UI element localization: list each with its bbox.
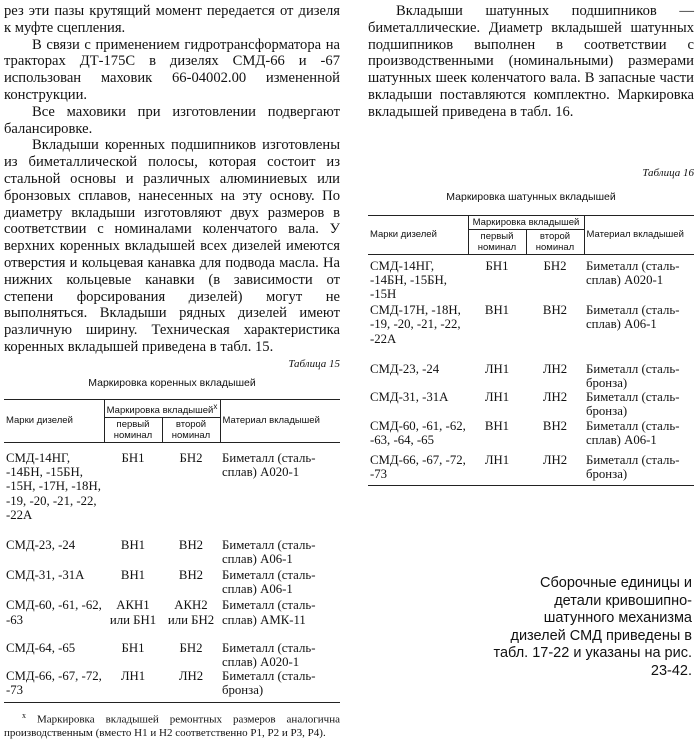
t16-header-second: второй номинал bbox=[526, 229, 584, 254]
table-row bbox=[368, 419, 694, 453]
paragraph-torque-converter: В связи с применением гидротрансформатора на тракторах ДТ-175С в дизелях СМД-66 и -67 использован маховик 66-04002.00 измененной конструкции. bbox=[4, 36, 340, 103]
t16-header-material: Материал вкладышей bbox=[584, 215, 694, 254]
right-column bbox=[368, 0, 694, 486]
table-row bbox=[4, 538, 340, 568]
t15-r4-second: БН2 bbox=[179, 640, 203, 655]
t16-r1-first: ВН1 bbox=[484, 303, 510, 318]
t16-r3-engine: СМД-31, -31А bbox=[370, 390, 449, 405]
t15-r4-first: БН1 bbox=[121, 640, 145, 655]
table-row bbox=[4, 568, 340, 598]
t15-header-material: Материал вкладышей bbox=[220, 399, 340, 442]
t16-r3-first: ЛН1 bbox=[484, 390, 510, 405]
table-row bbox=[4, 669, 340, 702]
table-15-footnote bbox=[4, 709, 340, 741]
left-column bbox=[4, 0, 340, 740]
table-row bbox=[368, 390, 694, 418]
table-row bbox=[4, 442, 340, 538]
t16-r4-material: Биметалл (сталь-сплав) А06-1 bbox=[586, 418, 680, 447]
t16-r2-second: ЛН2 bbox=[542, 361, 568, 376]
t15-r4-engine: СМД-64, -65 bbox=[6, 640, 76, 655]
table-row bbox=[4, 598, 340, 640]
t16-r5-second: ЛН2 bbox=[526, 453, 584, 486]
t16-r1-engine: СМД-17Н, -18Н, -19, -20, -21, -22, -22А bbox=[370, 303, 461, 346]
t15-header-footnote-mark: x bbox=[213, 401, 218, 411]
t15-r0-engine: СМД-14НГ, -14БН, -15БН, -15Н, -17Н, -18Н, -19, -20, -21, -22, -22А bbox=[6, 450, 101, 522]
t16-r5-engine: СМД-66, -67, -72, -73 bbox=[368, 453, 468, 486]
paragraph-connecting-rod-bearings: Вкладыши шатунных подшипников — биметаллические. Диаметр вкладышей шатунных подшипников выполнен в соответствии с производственными (номинальными) размерами шатунных шеек коленчатого вала. В запасные части вкладыши поставляются комплектно. Маркировка вкладышей приведена в табл. 16. bbox=[368, 3, 694, 120]
t16-r4-engine: СМД-60, -61, -62, -63, -64, -65 bbox=[370, 418, 466, 447]
t15-r5-material: Биметалл (сталь-бронза) bbox=[220, 669, 340, 702]
t16-r0-second: БН2 bbox=[543, 258, 567, 273]
t16-r0-first: БН1 bbox=[485, 258, 509, 273]
t16-r1-second: ВН2 bbox=[542, 303, 568, 318]
table-15-number: Таблица 15 bbox=[288, 357, 340, 370]
t15-r1-material: Биметалл (сталь-сплав) А06-1 bbox=[222, 537, 316, 567]
paragraph-balancing: Все маховики при изготовлении подвергают балансировке. bbox=[4, 103, 340, 137]
t15-r2-second: ВН2 bbox=[178, 568, 204, 583]
t15-r3-second: АКН2 или БН2 bbox=[167, 598, 215, 627]
t15-r1-second: ВН2 bbox=[178, 537, 204, 552]
t15-r4-material: Биметалл (сталь-сплав) А020-1 bbox=[222, 640, 316, 669]
t16-r1-material: Биметалл (сталь-сплав) А06-1 bbox=[586, 303, 680, 332]
assembly-units-note: Сборочные единицы и детали кривошипно-шатунного механизма дизелей СМД приведены в табл. 17-22 и указаны на рис. 23-42. bbox=[493, 575, 692, 679]
t15-header-group-text: Маркировка вкладышей bbox=[106, 404, 214, 416]
t15-r2-material: Биметалл (сталь-сплав) А06-1 bbox=[222, 568, 316, 597]
t15-header-engine: Марки дизелей bbox=[4, 399, 104, 442]
t16-header-group: Маркировка вкладышей bbox=[468, 215, 584, 229]
table-16 bbox=[368, 215, 694, 487]
t16-r0-material: Биметалл (сталь-сплав) А020-1 bbox=[586, 258, 680, 287]
t15-r3-first: АКН1 или БН1 bbox=[109, 598, 157, 627]
t16-header-first: первый номинал bbox=[468, 229, 526, 254]
t15-header-first: первый номинал bbox=[104, 417, 162, 442]
table-16-caption: Маркировка шатунных вкладышей bbox=[446, 190, 616, 203]
t16-r4-second: ВН2 bbox=[542, 418, 568, 433]
table-row bbox=[368, 362, 694, 390]
t15-r2-engine: СМД-31, -31А bbox=[6, 568, 85, 583]
table-16-number: Таблица 16 bbox=[642, 166, 694, 179]
t15-r0-material: Биметалл (сталь-сплав) А020-1 bbox=[222, 450, 316, 480]
t16-r3-material: Биметалл (сталь-бронза) bbox=[586, 390, 680, 419]
t15-r1-engine: СМД-23, -24 bbox=[6, 537, 76, 552]
t15-header-group bbox=[104, 399, 220, 417]
t16-r4-first: ВН1 bbox=[484, 418, 510, 433]
t15-r5-second: ЛН2 bbox=[162, 669, 220, 702]
footnote-text: Маркировка вкладышей ремонтных размеров аналогична производственным (вместо Н1 и Н2 соответственно Р1, Р2 и Р3, Р4). bbox=[4, 713, 340, 739]
t15-r0-first: БН1 bbox=[121, 450, 145, 465]
t16-r2-first: ЛН1 bbox=[484, 361, 510, 376]
t16-r3-second: ЛН2 bbox=[542, 390, 568, 405]
t16-header-engine: Марки дизелей bbox=[368, 215, 468, 254]
footnote-mark: x bbox=[22, 710, 26, 720]
t15-r3-material: Биметалл (сталь-сплав) АМК-11 bbox=[222, 598, 316, 627]
t16-r2-engine: СМД-23, -24 bbox=[370, 361, 440, 376]
t15-r5-engine: СМД-66, -67, -72, -73 bbox=[4, 669, 104, 702]
table-15 bbox=[4, 399, 340, 703]
t16-r5-material: Биметалл (сталь-бронза) bbox=[584, 453, 694, 486]
t15-header-second: второй номинал bbox=[162, 417, 220, 442]
table-row bbox=[368, 453, 694, 486]
t15-r2-first: ВН1 bbox=[120, 568, 146, 583]
table-row bbox=[368, 254, 694, 303]
paragraph-main-bearings: Вкладыши коренных подшипников изготовлены из биметаллической полосы, которая состоит из стальной основы и различных алюминиевых или бронзовых сплавов, нанесенных на эту основу. По диаметру вкладыши изготовляют двух размеров в соответствии с номиналами коленчатого вала. У верхних коренных вкладышей всех дизелей имеются отверстия и кольцевая канавка для подвода масла. На нижних кольцевые канавки (в зависимости от степени форсирования дизелей) могут не выполняться. Вкладыши рядных дизелей имеют различную ширину. Техническая характеристика коренных вкладышей приведена в табл. 15. bbox=[4, 137, 340, 355]
table-15-caption: Маркировка коренных вкладышей bbox=[88, 376, 256, 389]
t15-r5-first: ЛН1 bbox=[104, 669, 162, 702]
paragraph-flywheel-torque: рез эти пазы крутящий момент передается от дизеля к муфте сцепления. bbox=[4, 3, 340, 36]
t15-r1-first: ВН1 bbox=[120, 537, 146, 552]
table-row bbox=[368, 303, 694, 362]
t15-r3-engine: СМД-60, -61, -62, -63 bbox=[6, 598, 102, 627]
t16-r0-engine: СМД-14НГ, -14БН, -15БН, -15Н bbox=[370, 258, 447, 301]
t16-r5-first: ЛН1 bbox=[468, 453, 526, 486]
table-row bbox=[4, 641, 340, 669]
t16-r2-material: Биметалл (сталь-бронза) bbox=[586, 361, 680, 390]
t15-r0-second: БН2 bbox=[179, 450, 203, 465]
